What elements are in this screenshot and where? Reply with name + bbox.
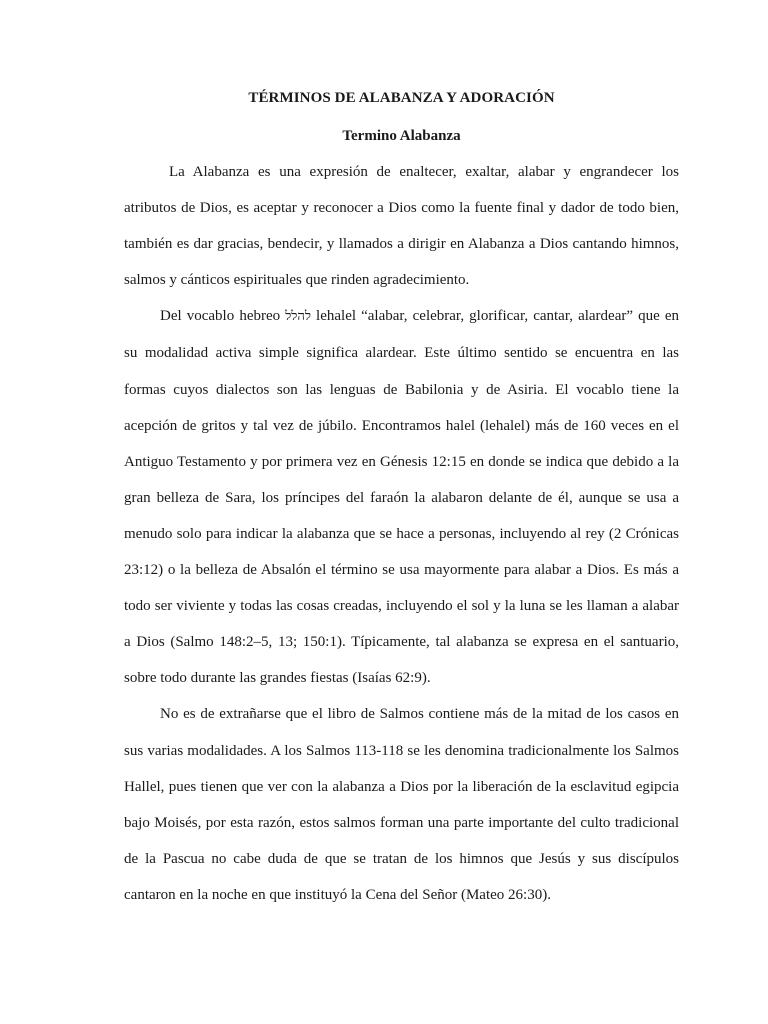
section-subtitle: Termino Alabanza xyxy=(342,128,461,144)
paragraph-hebrew-body: lehalel “alabar, celebrar, glorificar, cantar, alardear” que en su modalidad activa simple significa alardear. Este último sentido se encuentra en las formas cuyos dialectos son las lenguas de Babilonia y de Asiria. El vocablo tiene la acepción de gritos y tal vez de júbilo. Encontramos halel (lehalel) más de 160 veces en el Antiguo Testamento y por primera vez en Génesis 12:15 en donde se indica que debido a la gran belleza de Sara, los príncipes del faraón la alabaron delante de él, aunque se usa a menudo solo para indicar la alabanza que se hace a personas, incluyendo al rey (2 Crónicas 23:12) o la belleza de Absalón el término se usa mayormente para alabar a Dios. Es más a todo ser viviente y todas las cosas creadas, incluyendo el sol y la luna se les llaman a alabar a Dios (Salmo 148:2–5, 13; 150:1). Típicamente, tal alabanza se expresa en el santuario, sobre todo durante las grandes fiestas (Isaías 62:9). xyxy=(124,308,680,687)
hebrew-word: להלל xyxy=(285,309,311,325)
paragraph-definition: La Alabanza es una expresión de enaltecer, exaltar, alabar y engrandecer los atributos de Dios, es aceptar y reconocer a Dios como la fuente final y dador de todo bien, también es dar gracias, bendecir, y llamados a dirigir en Alabanza a Dios cantando himnos, salmos y cánticos espirituales que rinden agradecimiento. xyxy=(124,164,679,289)
document-title: TÉRMINOS DE ALABANZA Y ADORACIÓN xyxy=(248,90,555,106)
document-page xyxy=(124,88,679,913)
paragraph-psalms: No es de extrañarse que el libro de Salmos contiene más de la mitad de los casos en sus varias modalidades. A los Salmos 113-118 se les denomina tradicionalmente los Salmos Hallel, pues tienen que ver con la alabanza a Dios por la liberación de la esclavitud egipcia bajo Moisés, por esta razón, estos salmos forman una parte importante del culto tradicional de la Pascua no cabe duda de que se tratan de los himnos que Jesús y sus discípulos cantaron en la noche en que instituyó la Cena del Señor (Mateo 26:30). xyxy=(124,706,679,903)
paragraph-hebrew-origin xyxy=(124,298,679,696)
paragraph-hebrew-intro: Del vocablo hebreo xyxy=(160,308,286,325)
